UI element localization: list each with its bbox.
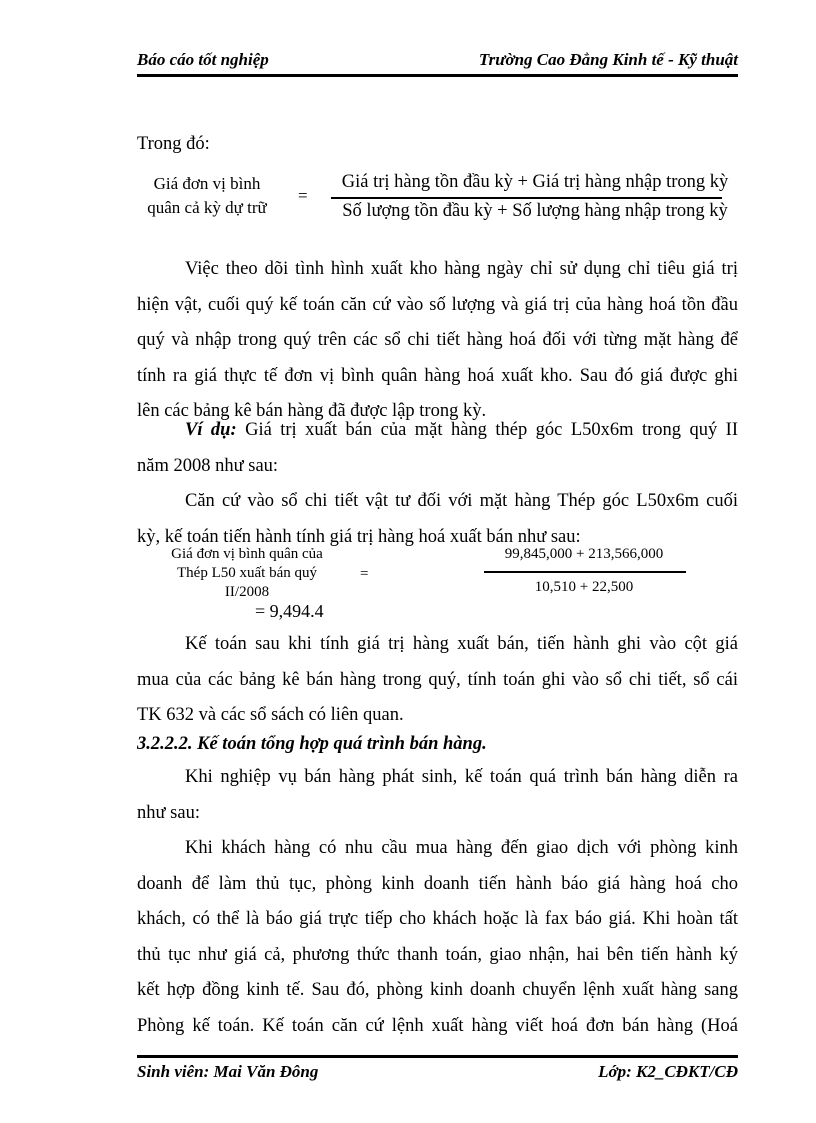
formula1-lhs-line1: Giá đơn vị bình bbox=[153, 174, 261, 193]
header-left: Báo cáo tốt nghiệp bbox=[137, 50, 269, 69]
formula1-lhs-line2: quân cả kỳ dự trữ bbox=[147, 198, 267, 217]
paragraph-5-line: Phòng kế toán. Kế toán căn cứ lệnh xuất hàng viết hoá đơn bán hàng (Hoá bbox=[137, 1015, 738, 1036]
paragraph-1-line: tính ra giá thực tế đơn vị bình quân hàng hoá xuất kho. Sau đó giá được ghi bbox=[137, 365, 738, 386]
header-rule bbox=[137, 74, 738, 77]
formula1-denominator: Số lượng tồn đầu kỳ + Số lượng hàng nhập trong kỳ bbox=[342, 201, 728, 221]
paragraph-2 bbox=[137, 484, 738, 555]
paragraph-5-line: doanh để làm thủ tục, phòng kinh doanh tiến hành báo giá hàng hoá cho bbox=[137, 873, 738, 894]
paragraph-3-line: Kế toán sau khi tính giá trị hàng xuất bán, tiến hành ghi vào cột giá bbox=[185, 634, 738, 654]
formula2-lhs-line2: Thép L50 xuất bán quý bbox=[177, 565, 317, 581]
footer-rule bbox=[137, 1055, 738, 1058]
formula1-equals: = bbox=[298, 186, 308, 205]
example-line-1-text: Giá trị xuất bán của mặt hàng thép góc L50x6m trong quý II bbox=[236, 420, 738, 440]
example-line-1 bbox=[137, 413, 738, 449]
paragraph-5-line: thủ tục như giá cả, phương thức thanh toán, giao nhận, hai bên tiến hành ký bbox=[137, 944, 738, 965]
footer-right: Lớp: K2_CĐKT/CĐ bbox=[598, 1062, 738, 1081]
paragraph-4-line: Khi nghiệp vụ bán hàng phát sinh, kế toán quá trình bán hàng diễn ra bbox=[185, 767, 738, 787]
formula2-lhs-line1: Giá đơn vị bình quân của bbox=[171, 546, 323, 562]
intro-text: Trong đó: bbox=[137, 134, 210, 154]
paragraph-1-line: lên các bảng kê bán hàng đã được lập trong kỳ. bbox=[137, 401, 487, 422]
formula2-numerator: 99,845,000 + 213,566,000 bbox=[504, 546, 664, 562]
paragraph-5 bbox=[137, 831, 738, 1045]
paragraph-1 bbox=[137, 252, 738, 430]
example-label: Ví dụ: bbox=[185, 420, 237, 440]
footer-left: Sinh viên: Mai Văn Đông bbox=[137, 1062, 319, 1081]
page-header bbox=[137, 50, 738, 72]
formula2-equals: = bbox=[360, 566, 369, 582]
formula2-result: = 9,494.4 bbox=[255, 601, 324, 621]
formula2-lhs-line3: II/2008 bbox=[224, 584, 270, 600]
paragraph-3-line: mua của các bảng kê bán hàng trong quý, tính toán ghi vào sổ chi tiết, sổ cái bbox=[137, 669, 738, 690]
paragraph-1-line: quý và nhập trong quý trên các sổ chi tiết hàng hoá đối với từng mặt hàng để bbox=[137, 330, 738, 351]
paragraph-3 bbox=[137, 627, 738, 734]
paragraph-2-line: kỳ, kế toán tiến hành tính giá trị hàng hoá xuất bán như sau: bbox=[137, 526, 581, 547]
page-footer bbox=[137, 1062, 738, 1084]
paragraph-4 bbox=[137, 760, 738, 831]
formula2-denominator: 10,510 + 22,500 bbox=[534, 579, 634, 595]
formula1-numerator: Giá trị hàng tồn đầu kỳ + Giá trị hàng nhập trong kỳ bbox=[341, 172, 729, 192]
formula2-fraction-bar bbox=[484, 571, 686, 573]
paragraph-5-line: khách, có thể là báo giá trực tiếp cho khách hoặc là fax báo giá. Khi hoàn tất bbox=[137, 909, 738, 930]
section-heading: 3.2.2.2. Kế toán tổng hợp quá trình bán hàng. bbox=[137, 734, 487, 754]
header-right: Trường Cao Đẳng Kinh tế - Kỹ thuật bbox=[478, 50, 738, 69]
paragraph-2-line: Căn cứ vào sổ chi tiết vật tư đối với mặt hàng Thép góc L50x6m cuối bbox=[185, 491, 738, 511]
formula1-fraction-bar bbox=[331, 197, 722, 199]
example-line-2: năm 2008 như sau: bbox=[137, 455, 279, 476]
paragraph-5-line: Khi khách hàng có nhu cầu mua hàng đến giao dịch với phòng kinh bbox=[185, 838, 738, 858]
paragraph-5-line: kết hợp đồng kinh tế. Sau đó, phòng kinh doanh chuyển lệnh xuất hàng sang bbox=[137, 980, 738, 1001]
paragraph-1-line: hiện vật, cuối quý kế toán căn cứ vào số lượng và giá trị của hàng hoá tồn đầu bbox=[137, 294, 738, 315]
paragraph-1-line: Việc theo dõi tình hình xuất kho hàng ngày chỉ sử dụng chỉ tiêu giá trị bbox=[185, 259, 738, 279]
paragraph-3-line: TK 632 và các sổ sách có liên quan. bbox=[137, 705, 404, 726]
paragraph-4-line: như sau: bbox=[137, 802, 200, 823]
example-paragraph bbox=[137, 413, 738, 484]
